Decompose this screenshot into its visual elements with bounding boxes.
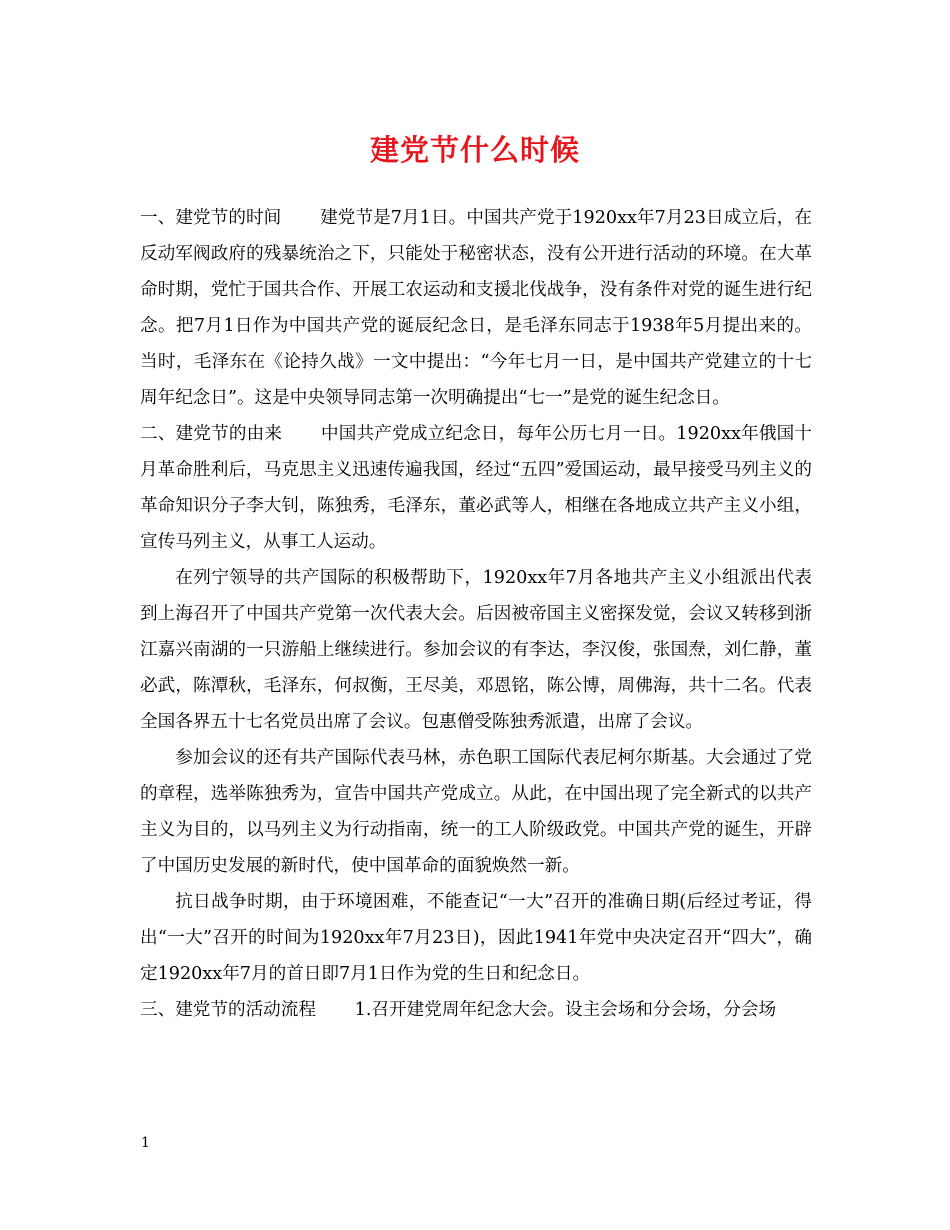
section-2-heading: 二、建党节的由来: [140, 424, 283, 444]
paragraph-date-decision: 抗日战争时期，由于环境困难，不能查记“一大”召开的准确日期(后经过考证，得出“一大”召开的时间为1920xx年7月23日)，因此1941年党中央决定召开“四大”，确定1920xx年7月的首日即7月1日作为党的生日和纪念日。: [140, 892, 812, 984]
paragraph-founding: 参加会议的还有共产国际代表马林，赤色职工国际代表尼柯尔斯基。大会通过了党的章程，选举陈独秀为，宣告中国共产党成立。从此，在中国出现了完全新式的以共产主义为目的，以马列主义为行动指南，统一的工人阶级政党。中国共产党的诞生，开辟了中国历史发展的新时代，使中国革命的面貌焕然一新。: [140, 748, 812, 876]
section-3-paragraph: [140, 992, 812, 1028]
document-body: [140, 200, 812, 1028]
section-3-heading: 三、建党节的活动流程: [140, 1000, 316, 1020]
section-1-text: 建党节是7月1日。中国共产党于1920xx年7月23日成立后，在反动军阀政府的残暴统治之下，只能处于秘密状态，没有公开进行活动的环境。在大革命时期，党忙于国共合作、开展工农运动和支援北伐战争，没有条件对党的诞生进行纪念。把7月1日作为中国共产党的诞辰纪念日，是毛泽东同志于1938年5月提出来的。当时，毛泽东在《论持久战》一文中提出：“今年七月一日，是中国共产党建立的十七周年纪念日”。这是中央领导同志第一次明确提出“七一”是党的诞生纪念日。: [140, 208, 812, 408]
document-title: 建党节什么时候: [369, 133, 580, 167]
section-1-paragraph: [140, 200, 812, 416]
section-3-text: 1.召开建党周年纪念大会。设主会场和分会场，分会场: [354, 1000, 777, 1020]
section-2-paragraph: [140, 416, 812, 560]
section-1-heading: 一、建党节的时间: [140, 208, 282, 228]
section-2-text: 中国共产党成立纪念日，每年公历七月一日。1920xx年俄国十月革命胜利后，马克思主义迅速传遍我国，经过“五四”爱国运动，最早接受马列主义的革命知识分子李大钊，陈独秀，毛泽东，董必武等人，相继在各地成立共产主义小组，宣传马列主义，从事工人运动。: [140, 424, 812, 552]
paragraph-congress: 在列宁领导的共产国际的积极帮助下，1920xx年7月各地共产主义小组派出代表到上海召开了中国共产党第一次代表大会。后因被帝国主义密探发觉，会议又转移到浙江嘉兴南湖的一只游船上继续进行。参加会议的有李达，李汉俊，张国焘，刘仁静，董必武，陈潭秋，毛泽东，何叔衡，王尽美，邓恩铭，陈公博，周佛海，共十二名。代表全国各界五十七名党员出席了会议。包惠僧受陈独秀派遣，出席了会议。: [140, 568, 812, 732]
page-number: 1: [141, 1135, 150, 1151]
